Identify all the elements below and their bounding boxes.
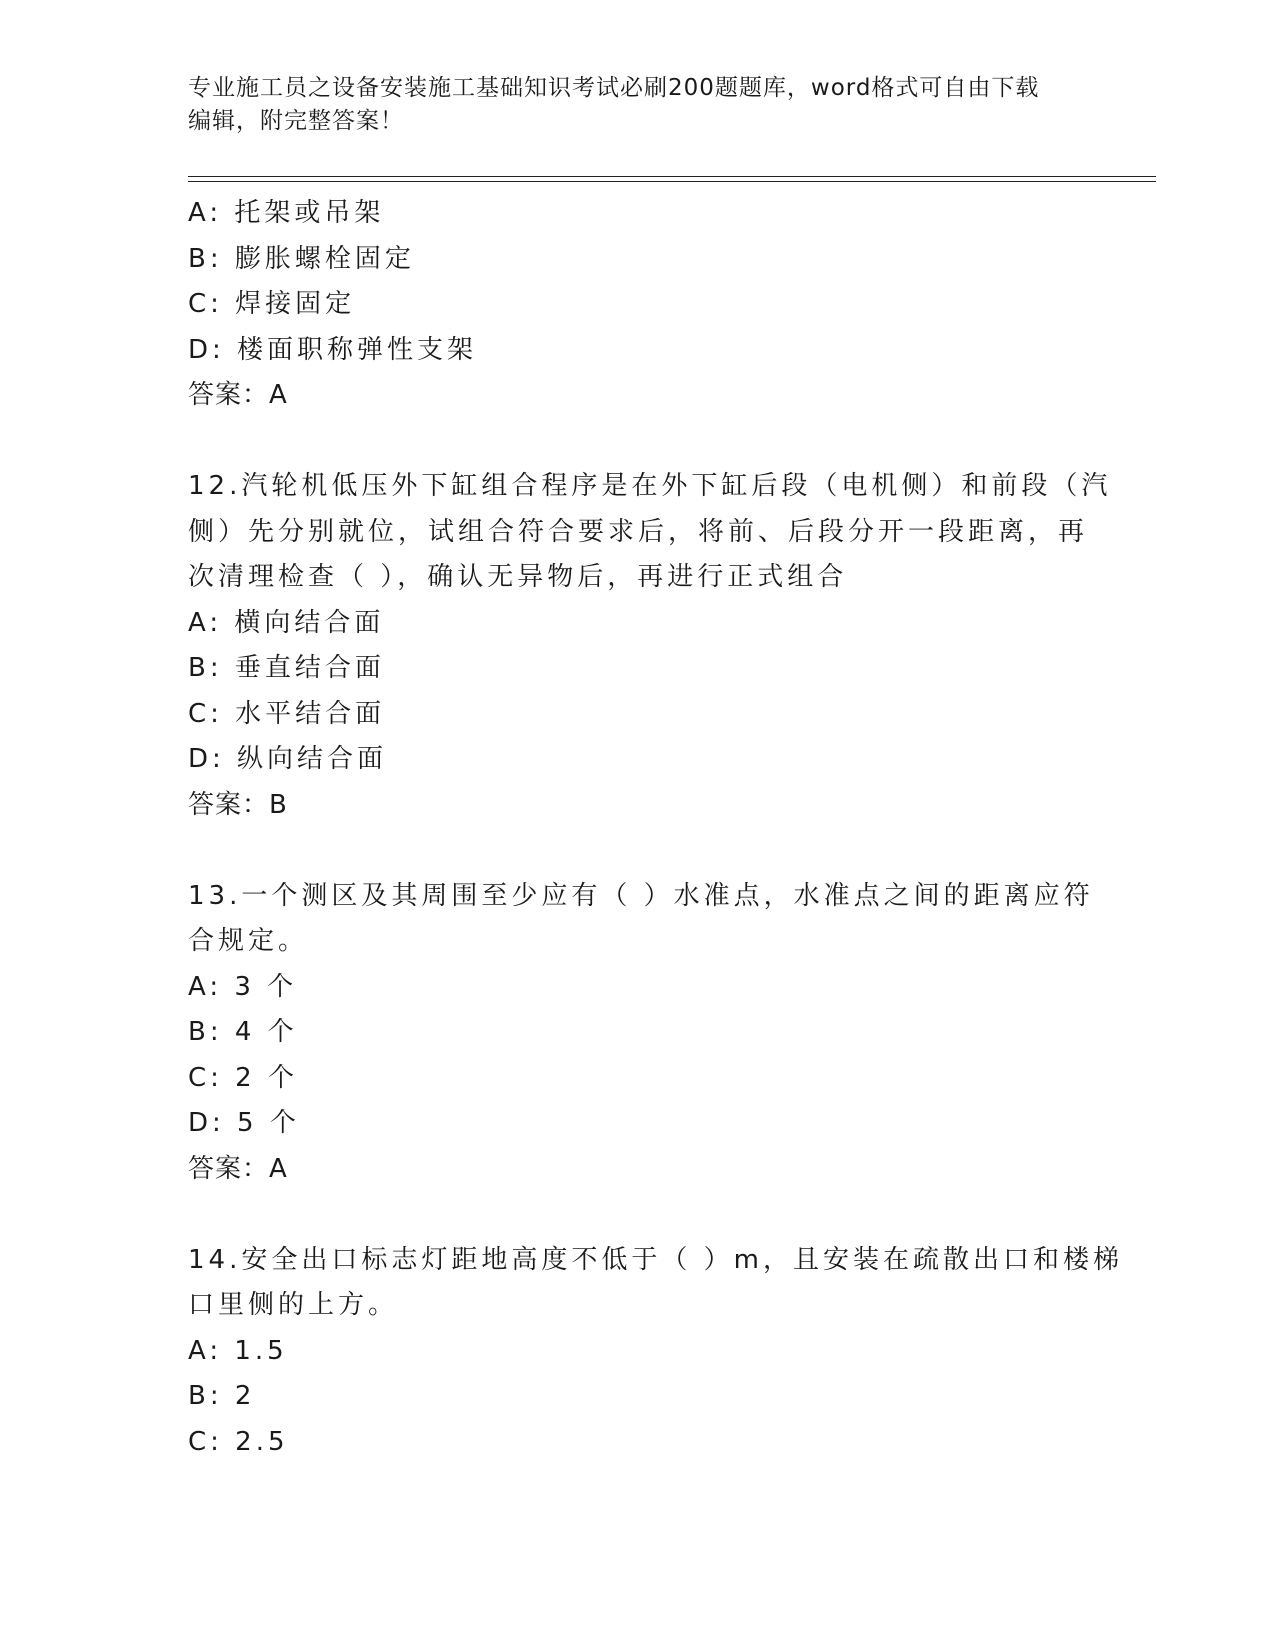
document-header bbox=[188, 72, 1068, 138]
question-14 bbox=[188, 1238, 1123, 1466]
option-d: D: 纵向结合面 bbox=[188, 744, 388, 774]
question-stem-line: 13.一个测区及其周围至少应有（ ）水准点，水准点之间的距离应符 bbox=[188, 880, 1094, 911]
header-line-2: 编辑，附完整答案！ bbox=[188, 108, 404, 134]
question-stem-line: 14.安全出口标志灯距地高度不低于（ ）m，且安装在疏散出口和楼梯 bbox=[188, 1244, 1123, 1275]
spacer bbox=[188, 828, 1088, 874]
option-b: B: 4 个 bbox=[188, 1017, 298, 1047]
option-a: A: 横向结合面 bbox=[188, 607, 385, 638]
header-line-1: 专业施工员之设备安装施工基础知识考试必刷200题题库，word格式可自由下载 bbox=[188, 75, 1040, 101]
option-b: B: 垂直结合面 bbox=[188, 653, 385, 683]
header-divider-top bbox=[188, 176, 1156, 177]
question-stem-line: 合规定。 bbox=[188, 926, 309, 956]
spacer bbox=[188, 1192, 1088, 1238]
question-stem-line: 次清理检查（ ），确认无异物后，再进行正式组合 bbox=[188, 562, 848, 592]
question-13 bbox=[188, 874, 1094, 1193]
option-a: A: 1.5 bbox=[188, 1335, 288, 1366]
question-stem-line: 口里侧的上方。 bbox=[188, 1290, 399, 1320]
answer-line: 答案：A bbox=[188, 1153, 288, 1184]
option-d: D: 楼面职称弹性支架 bbox=[188, 334, 478, 365]
question-12 bbox=[188, 464, 1112, 828]
option-b: B: 2 bbox=[188, 1381, 256, 1411]
option-c: C: 2.5 bbox=[188, 1426, 289, 1457]
option-c: C: 2 个 bbox=[188, 1062, 298, 1093]
answer-line: 答案：A bbox=[188, 380, 288, 410]
option-c: C: 焊接固定 bbox=[188, 289, 356, 319]
option-c: C: 水平结合面 bbox=[188, 698, 386, 729]
spacer bbox=[188, 419, 1088, 465]
option-d: D: 5 个 bbox=[188, 1108, 300, 1138]
question-list bbox=[188, 191, 1123, 1465]
question-stem-line: 12.汽轮机低压外下缸组合程序是在外下缸后段（电机侧）和前段（汽 bbox=[188, 471, 1112, 501]
question-11-continued bbox=[188, 191, 1088, 419]
answer-line: 答案：B bbox=[188, 789, 288, 820]
option-a: A: 3 个 bbox=[188, 971, 298, 1002]
question-stem-line: 侧）先分别就位，试组合符合要求后，将前、后段分开一段距离，再 bbox=[188, 516, 1089, 547]
option-a: A: 托架或吊架 bbox=[188, 198, 385, 228]
header-divider-bottom bbox=[188, 181, 1156, 182]
option-b: B: 膨胀螺栓固定 bbox=[188, 243, 415, 274]
